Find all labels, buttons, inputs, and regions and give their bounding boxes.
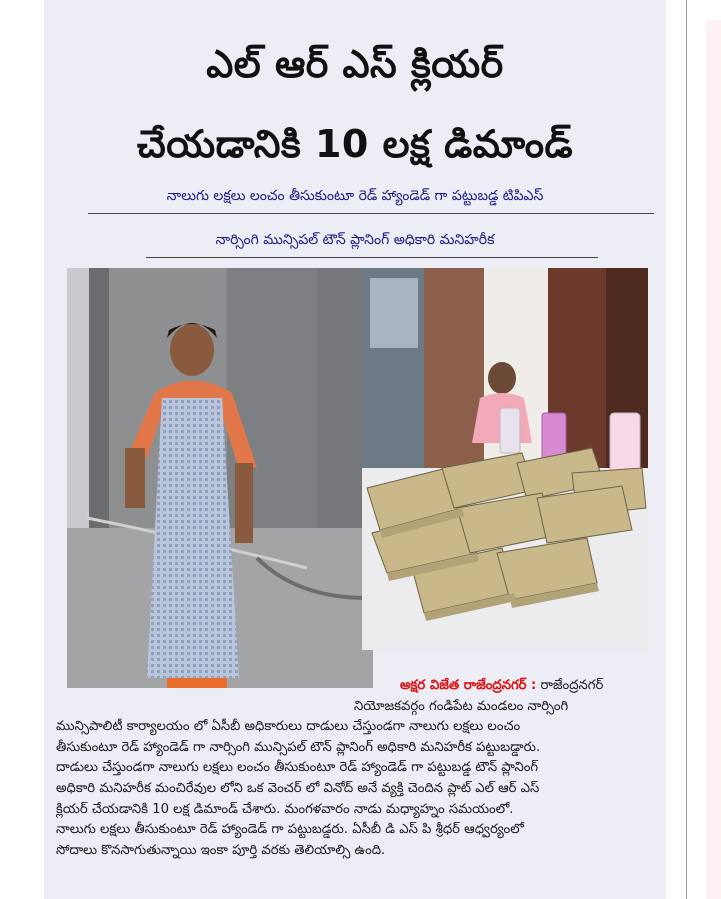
article-line-9: సోదాలు కొనసాగుతున్నాయి ఇంకా పూర్తి వరకు తెలియాల్సి ఉంది. <box>56 842 386 858</box>
subhead-2-underline <box>146 257 598 258</box>
article-line-2: నియోజకవర్గం గండిపేట మండలం నార్సింగి <box>354 698 569 714</box>
subhead-1-underline <box>88 213 654 214</box>
article-line-6: అధికారి మనిహరీక మంచిరేవుల లోని ఒక వెంచర్ లో వినోద్ అనే వ్యక్తి చెందిన ప్లాట్ ఎల్ ఆర్ ఎస్ <box>56 780 540 796</box>
article-line-8: నాలుగు లక్షలు తీసుకుంటూ రెడ్ హ్యాండెడ్ గా పట్టుబడ్డరు. ఏసీబీ డి ఎస్ పి శ్రీధర్ ఆధ్వర్యంలో <box>56 822 524 838</box>
subhead-2: నార్సింగి మున్సిపల్ టౌన్ ప్లానింగ్ అధికారి మనిహరీక <box>215 232 495 248</box>
news-clipping <box>44 0 666 899</box>
article-line-4: తీసుకుంటూ రెడ్ హ్యాండెడ్ గా నార్సింగి మున్సిపల్ టౌన్ ప్లానింగ్ అధికారి మనిహరీక పట్టుబడ్డారు. <box>56 739 541 755</box>
column-divider <box>686 0 687 899</box>
article-line-5: దాడులు చేస్తుండగా నాలుగు లక్షలు లంచం తీసుకుంటూ రెడ్ హ్యాండెడ్ గా పట్టుబడ్డ టౌన్ ప్లానింగ్ <box>56 760 539 776</box>
officer-photo-drawing <box>67 268 373 688</box>
adjacent-column-edge <box>706 20 721 899</box>
article-line-7: క్లియర్ చేయడానికి 10 లక్ష డిమాండ్ చేశారు. మంగళవారం నాడు మధ్యాహ్నం సమయంలో. <box>56 801 514 817</box>
headline-line-1: ఎల్ ఆర్ ఎస్ క్లియర్ <box>206 42 504 86</box>
seized-cash-photo <box>362 268 648 650</box>
officer-photo <box>67 268 373 688</box>
article-line-3: మున్సిపాలిటీ కార్యాలయం లో ఏసీబీ అధికారులు దాడులు చేస్తుండగా నాలుగు లక్షలు లంచం <box>56 719 521 735</box>
article-line-1-text: రాజేంద్రనగర్ <box>540 678 604 693</box>
seized-cash-photo-drawing <box>362 268 648 650</box>
subhead-1: నాలుగు లక్షలు లంచం తీసుకుంటూ రెడ్ హ్యాండెడ్ గా పట్టుబడ్డ టిపిఎస్ <box>166 188 544 204</box>
headline-line-2: చేయడానికి 10 లక్ష డిమాండ్ <box>136 122 574 166</box>
article-body <box>56 676 652 861</box>
article-line-1 <box>56 676 652 697</box>
dateline: అక్షర విజేత రాజేంద్రనగర్ : <box>400 678 537 693</box>
